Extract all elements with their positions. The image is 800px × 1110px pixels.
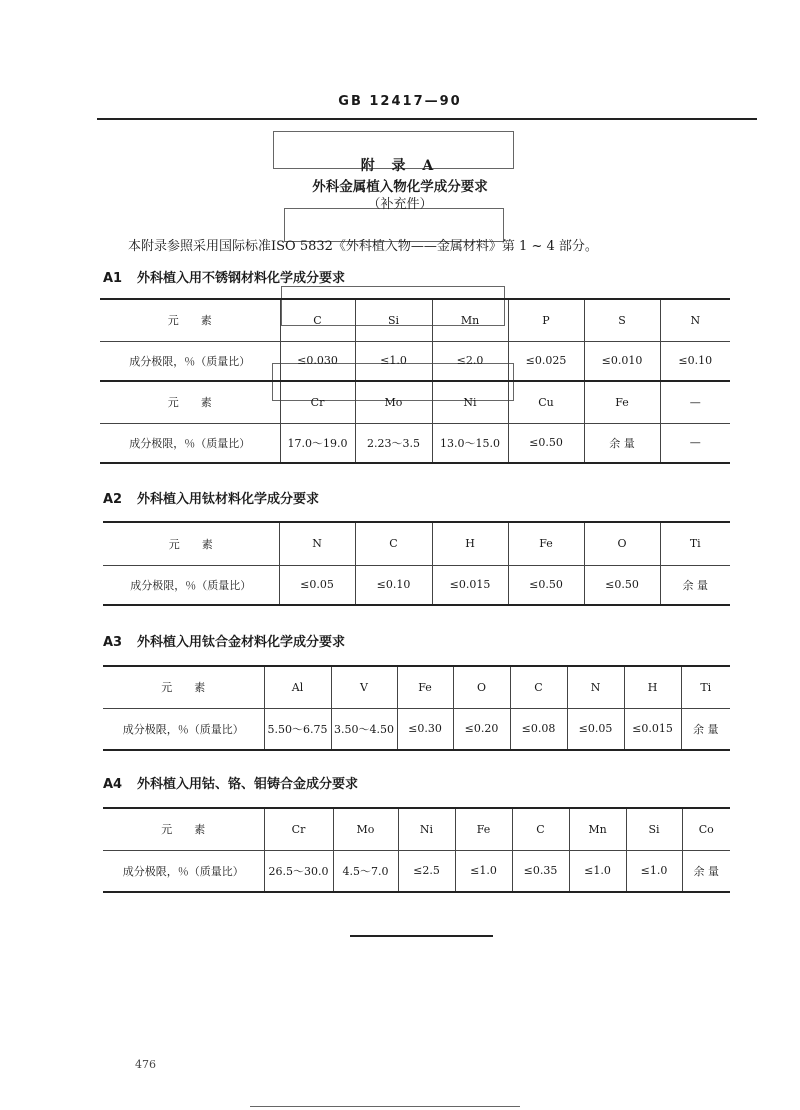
element-cell: H xyxy=(432,522,508,565)
limit-cell: 17.0～19.0 xyxy=(280,423,355,463)
page-number: 476 xyxy=(135,1058,156,1071)
element-cell: Al xyxy=(264,666,331,708)
limit-cell: ≤1.0 xyxy=(355,341,432,381)
element-cell: Ti xyxy=(681,666,730,708)
element-cell: H xyxy=(624,666,681,708)
limit-cell: ≤1.0 xyxy=(626,850,682,892)
limit-label: 成分极限，％（质量比） xyxy=(103,708,264,750)
limit-cell: ≤1.0 xyxy=(455,850,512,892)
element-label: 元 素 xyxy=(103,522,279,565)
element-cell: Ti xyxy=(660,522,730,565)
table-a2 xyxy=(103,521,730,606)
section-title: 外科植入用不锈钢材料化学成分要求 xyxy=(137,271,346,286)
section-heading-a1 xyxy=(103,267,345,286)
element-cell: N xyxy=(567,666,624,708)
limit-cell: 26.5～30.0 xyxy=(264,850,333,892)
element-label: 元 素 xyxy=(100,299,280,341)
standard-number: GB 12417—90 xyxy=(338,94,462,109)
table-a1 xyxy=(100,298,730,464)
limit-cell: ≤0.08 xyxy=(510,708,567,750)
element-cell: Fe xyxy=(397,666,453,708)
limit-cell: 余 量 xyxy=(693,864,719,878)
limit-cell: ≤2.0 xyxy=(432,341,508,381)
limit-row xyxy=(103,850,730,892)
limit-cell: ≤0.030 xyxy=(280,341,355,381)
element-cell: Co xyxy=(682,808,730,850)
element-cell: C xyxy=(510,666,567,708)
element-cell: N xyxy=(279,522,355,565)
limit-cell: 5.50～6.75 xyxy=(264,708,331,750)
limit-cell: 13.0～15.0 xyxy=(432,423,508,463)
section-heading-a2 xyxy=(103,488,319,507)
element-label: 元 素 xyxy=(103,808,264,850)
section-title: 外科植入用钛合金材料化学成分要求 xyxy=(137,635,346,650)
element-cell: S xyxy=(584,299,660,341)
element-cell: N xyxy=(660,299,730,341)
limit-cell: ≤0.30 xyxy=(397,708,453,750)
element-cell: Fe xyxy=(584,381,660,423)
section-heading-a4 xyxy=(103,773,358,792)
element-row xyxy=(100,381,730,423)
element-cell: O xyxy=(584,522,660,565)
element-cell: Ni xyxy=(432,381,508,423)
header-rule xyxy=(97,118,757,120)
end-rule xyxy=(350,935,493,937)
element-label: 元 素 xyxy=(100,381,280,423)
element-cell: Ni xyxy=(398,808,455,850)
section-code: A1 xyxy=(103,271,123,286)
limit-label: 成分极限，％（质量比） xyxy=(103,850,264,892)
appendix-note: （补充件） xyxy=(367,197,433,212)
limit-label: 成分极限，％（质量比） xyxy=(100,423,280,463)
element-cell: Mn xyxy=(432,299,508,341)
limit-cell: ≤2.5 xyxy=(398,850,455,892)
section-code: A3 xyxy=(103,635,123,650)
section-heading-a3 xyxy=(103,631,345,650)
element-cell: C xyxy=(280,299,355,341)
limit-cell: 余 量 xyxy=(682,578,708,592)
element-cell: — xyxy=(660,381,730,423)
appendix-subtitle: 外科金属植入物化学成分要求 xyxy=(312,179,488,195)
element-cell: C xyxy=(512,808,569,850)
element-cell: O xyxy=(453,666,510,708)
element-row xyxy=(103,666,730,708)
limit-cell: ≤0.50 xyxy=(584,565,660,605)
intro-paragraph: 本附录参照采用国际标准ISO 5832《外科植入物——金属材料》第 1 ~ 4 部分。 xyxy=(128,239,598,254)
limit-cell: ≤0.50 xyxy=(508,423,584,463)
section-title: 外科植入用钛材料化学成分要求 xyxy=(137,492,320,507)
limit-cell: — xyxy=(689,436,701,450)
element-cell: Mo xyxy=(355,381,432,423)
element-cell: Si xyxy=(626,808,682,850)
element-cell: P xyxy=(508,299,584,341)
limit-row xyxy=(100,423,730,463)
element-cell: Fe xyxy=(508,522,584,565)
limit-cell: ≤0.010 xyxy=(584,341,660,381)
limit-cell: ≤1.0 xyxy=(569,850,626,892)
appendix-title: 附 录 A xyxy=(360,158,440,174)
limit-row xyxy=(103,565,730,605)
element-cell: Cu xyxy=(508,381,584,423)
limit-cell: 2.23～3.5 xyxy=(355,423,432,463)
limit-cell: ≤0.015 xyxy=(624,708,681,750)
element-cell: Mo xyxy=(333,808,398,850)
limit-cell: ≤0.05 xyxy=(279,565,355,605)
element-cell: V xyxy=(331,666,397,708)
limit-cell: 余 量 xyxy=(693,722,719,736)
element-row xyxy=(100,299,730,341)
limit-cell: ≤0.20 xyxy=(453,708,510,750)
limit-cell: 4.5～7.0 xyxy=(333,850,398,892)
element-cell: C xyxy=(355,522,432,565)
element-row xyxy=(103,522,730,565)
element-cell: Fe xyxy=(455,808,512,850)
limit-cell: ≤0.015 xyxy=(432,565,508,605)
limit-cell: 余 量 xyxy=(584,423,660,463)
element-cell: Si xyxy=(355,299,432,341)
limit-label: 成分极限，％（质量比） xyxy=(100,341,280,381)
section-code: A2 xyxy=(103,492,123,507)
element-label: 元 素 xyxy=(103,666,264,708)
limit-cell: ≤0.10 xyxy=(660,341,730,381)
element-cell: Cr xyxy=(264,808,333,850)
table-a4 xyxy=(103,807,730,893)
limit-cell: ≤0.05 xyxy=(567,708,624,750)
element-cell: Mn xyxy=(569,808,626,850)
limit-cell: ≤0.50 xyxy=(508,565,584,605)
footer-rule xyxy=(250,1106,520,1107)
limit-label: 成分极限，％（质量比） xyxy=(103,565,279,605)
limit-cell: ≤0.10 xyxy=(355,565,432,605)
table-a3 xyxy=(103,665,730,751)
section-code: A4 xyxy=(103,777,123,792)
limit-cell: ≤0.35 xyxy=(512,850,569,892)
limit-cell: 3.50～4.50 xyxy=(331,708,397,750)
limit-row xyxy=(100,341,730,381)
element-cell: Cr xyxy=(280,381,355,423)
limit-cell: ≤0.025 xyxy=(508,341,584,381)
element-row xyxy=(103,808,730,850)
section-title: 外科植入用钴、铬、钼铸合金成分要求 xyxy=(137,777,359,792)
limit-row xyxy=(103,708,730,750)
